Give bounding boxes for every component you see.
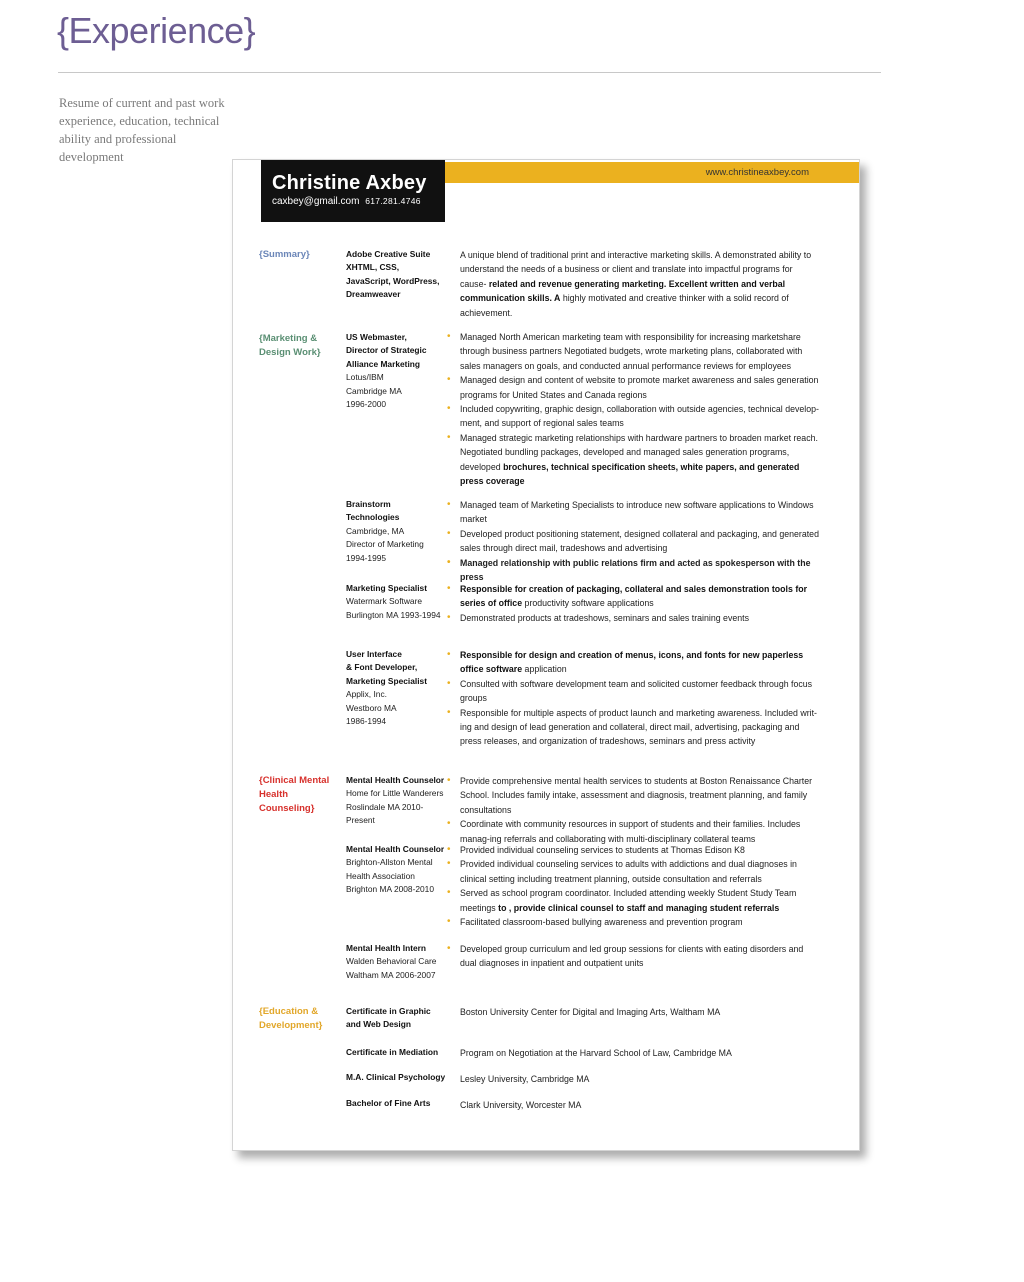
- bullet-text-bold: to , provide clinical counsel to staff and managing student referrals: [498, 902, 780, 913]
- job-walden: [346, 942, 446, 982]
- bullet-item: • Managed relationship with public relations firm and acted as spokesperson with the press: [447, 556, 820, 585]
- job-title: US Webmaster,: [346, 332, 407, 342]
- label-line: {Clinical Mental: [259, 775, 330, 786]
- education-place: Boston University Center for Digital and Imaging Arts, Waltham MA: [460, 1007, 721, 1017]
- summary-text-c: highly motivated and creative thinker with a solid record of achievement.: [460, 293, 789, 318]
- bullet-item: • Managed North American marketing team with responsibility for increasing marketshare through business partners Negotiated budgets, wrote marketing plans, collaborated with sales managers on goals, and conducted annual performance reviews for employees: [447, 330, 820, 373]
- job-title: Mental Health Intern: [346, 943, 427, 953]
- job-detail: 1996-2000: [346, 399, 387, 410]
- job-detail: Westboro MA: [346, 702, 397, 713]
- job-detail: Lotus/IBM: [346, 372, 384, 383]
- label-line: {Education &: [259, 1006, 319, 1017]
- job-title: Mental Health Counselor: [346, 844, 445, 854]
- bullet-item: • Provided individual counseling services to students at Thomas Edison K8: [447, 843, 820, 857]
- summary-text: [460, 248, 820, 320]
- bullet-item: • Demonstrated products at tradeshows, seminars and sales training events: [447, 611, 820, 625]
- label-line: Health Counseling}: [259, 789, 315, 814]
- job-detail: Brighton-Allston Mental: [346, 857, 433, 868]
- bullet-item: • Managed design and content of website to promote market awareness and sales generation programs for United States and Canada regions: [447, 373, 820, 402]
- education-item: [346, 1097, 446, 1110]
- bullet-item: [447, 648, 820, 677]
- bullet-item: • Included copywriting, graphic design, collaboration with outside agencies, technical develop-ment, and support of regional sales teams: [447, 402, 820, 431]
- bullet-item: [447, 431, 820, 489]
- job-detail: Home for Little Wanderers: [346, 788, 444, 799]
- title-divider: [58, 72, 881, 73]
- section-label-education: [259, 1005, 344, 1033]
- label-line: Design Work}: [259, 347, 321, 358]
- job-applix: [346, 648, 446, 728]
- job-title: Marketing Specialist: [346, 583, 427, 593]
- header-bar: [445, 162, 859, 183]
- job-little-wanderers-bullets: [447, 774, 820, 846]
- job-little-wanderers: [346, 774, 446, 828]
- page-intro: [59, 94, 239, 166]
- education-place: Lesley University, Cambridge MA: [460, 1074, 590, 1084]
- job-detail: Director of Marketing: [346, 539, 424, 550]
- phone-text: 617.281.4746: [365, 196, 421, 206]
- summary-text-a: A unique blend of traditional print and interactive marketing skills. A demonstrated ability to understand the needs of a business or client and translate into impactful programs for cause-: [460, 250, 812, 289]
- job-title: Director of Strategic: [346, 345, 427, 356]
- education-item: [346, 1046, 446, 1059]
- education-title: and Web Design: [346, 1019, 411, 1030]
- resume-document: [232, 159, 860, 1151]
- bullet-text: Managed strategic marketing relationships with hardware partners to broaden market reach. Negotiated bundling packages, developed and managed sales generation programs, developed: [460, 432, 818, 472]
- job-watermark-bullets: [447, 582, 820, 625]
- bullet-item: • Consulted with software development team and solicited customer feedback through focus groups: [447, 677, 820, 706]
- job-walden-bullets: [447, 942, 820, 971]
- job-detail: Watermark Software: [346, 596, 423, 607]
- bullet-item: • Coordinate with community resources in support of students and their families. Includes manag-ing referrals and collaborating with multi-disciplinary collateral teams: [447, 817, 820, 846]
- skill-item: JavaScript, WordPress,: [346, 275, 440, 286]
- skill-item: XHTML, CSS,: [346, 262, 400, 273]
- bullet-item: • Provide comprehensive mental health services to students at Boston Renaissance Charter School. Includes family intake, assessment and diagnosis, treatment planning, and family consultations: [447, 774, 820, 817]
- job-lotus-bullets: [447, 330, 820, 488]
- job-applix-bullets: [447, 648, 820, 749]
- intro-line: ability and professional development: [59, 132, 177, 164]
- bullet-item: • Facilitated classroom-based bullying awareness and prevention program: [447, 915, 820, 929]
- bullet-item: • Provided individual counseling services to adults with addictions and dual diagnoses in clinical setting including treatment planning, outside consultation and referrals: [447, 857, 820, 886]
- job-detail: 1986-1994: [346, 716, 387, 727]
- job-detail: Burlington MA 1993-1994: [346, 609, 441, 620]
- skills-list: [346, 248, 446, 302]
- job-watermark: [346, 582, 446, 622]
- job-detail: Cambridge, MA: [346, 525, 405, 536]
- job-detail: Applix, Inc.: [346, 689, 387, 700]
- job-title: Mental Health Counselor: [346, 775, 445, 785]
- job-detail: 1994-1995: [346, 552, 387, 563]
- summary-text-b: related and revenue generating marketing. Excellent written and verbal communication skills. A: [460, 278, 786, 304]
- job-detail: Health Association: [346, 870, 415, 881]
- bullet-text-bold: Responsible for creation of packaging, collateral and sales demonstration tools for series of office: [460, 584, 808, 609]
- education-title: Certificate in Mediation: [346, 1047, 439, 1057]
- education-title: Certificate in Graphic: [346, 1006, 431, 1016]
- page-title: {Experience}: [57, 10, 256, 51]
- education-item: [346, 1071, 446, 1084]
- resume-name: Christine Axbey: [272, 172, 427, 194]
- website-link[interactable]: www.christineaxbey.com: [705, 167, 809, 178]
- skill-item: Dreamweaver: [346, 289, 401, 300]
- intro-line: experience, education, technical: [59, 114, 220, 128]
- bullet-text: productivity software applications: [524, 598, 654, 609]
- education-title: Bachelor of Fine Arts: [346, 1098, 431, 1108]
- job-detail: Waltham MA 2006-2007: [346, 969, 436, 980]
- contact-line: [272, 196, 421, 207]
- job-brighton-allston-bullets: [447, 843, 820, 929]
- bullet-item: • Developed group curriculum and led group sessions for clients with eating disorders and dual diagnoses in inpatient and outpatient units: [447, 942, 820, 971]
- job-title: Marketing Specialist: [346, 675, 427, 686]
- bullet-item: [447, 582, 820, 611]
- job-brighton-allston: [346, 843, 446, 897]
- job-detail: Brighton MA 2008-2010: [346, 884, 434, 895]
- job-title: & Font Developer,: [346, 662, 418, 673]
- section-label-clinical: [259, 774, 344, 816]
- job-detail: Walden Behavioral Care: [346, 956, 437, 967]
- email-text: caxbey@gmail.com: [272, 196, 360, 207]
- bullet-item: • Developed product positioning statement, designed collateral and packaging, and generated sales through direct mail, tradeshows and advertising: [447, 527, 820, 556]
- label-line: {Marketing &: [259, 333, 318, 344]
- bullet-item: • Managed team of Marketing Specialists to introduce new software applications to Windows market: [447, 498, 820, 527]
- job-title: Brainstorm Technologies: [346, 499, 400, 523]
- job-detail: Roslindale MA 2010-Present: [346, 801, 424, 826]
- bullet-text: application: [524, 664, 567, 675]
- bullet-item: [447, 886, 820, 915]
- name-block: [261, 160, 445, 222]
- section-label-marketing: [259, 332, 344, 360]
- intro-line: Resume of current and past work: [59, 96, 225, 110]
- job-brainstorm-bullets: [447, 498, 820, 584]
- education-place: Program on Negotiation at the Harvard School of Law, Cambridge MA: [460, 1048, 732, 1058]
- skill-item: Adobe Creative Suite: [346, 249, 431, 259]
- education-item: [346, 1005, 446, 1032]
- job-brainstorm: [346, 498, 446, 565]
- job-detail: Cambridge MA: [346, 385, 402, 396]
- education-title: M.A. Clinical Psychology: [346, 1072, 446, 1082]
- bullet-text-bold: brochures, technical specification sheets, white papers, and generated press coverage: [460, 461, 800, 487]
- education-place: Clark University, Worcester MA: [460, 1100, 582, 1110]
- bullet-item: • Responsible for multiple aspects of product launch and marketing awareness. Included writ-ing and design of lead generation and collateral, direct mail, advertising, packaging and press releases, and organization of tradeshows, seminars and press activity: [447, 706, 820, 749]
- bullet-text-bold: Responsible for design and creation of menus, icons, and fonts for new paperless office software: [460, 650, 804, 675]
- bullet-text: Served as school program coordinator. Included attending weekly Student Study Team meetings: [460, 888, 797, 913]
- job-title: User Interface: [346, 649, 402, 659]
- job-lotus: [346, 331, 446, 411]
- label-line: Development}: [259, 1020, 323, 1031]
- section-label-summary: {Summary}: [259, 249, 310, 260]
- job-title: Alliance Marketing: [346, 358, 421, 369]
